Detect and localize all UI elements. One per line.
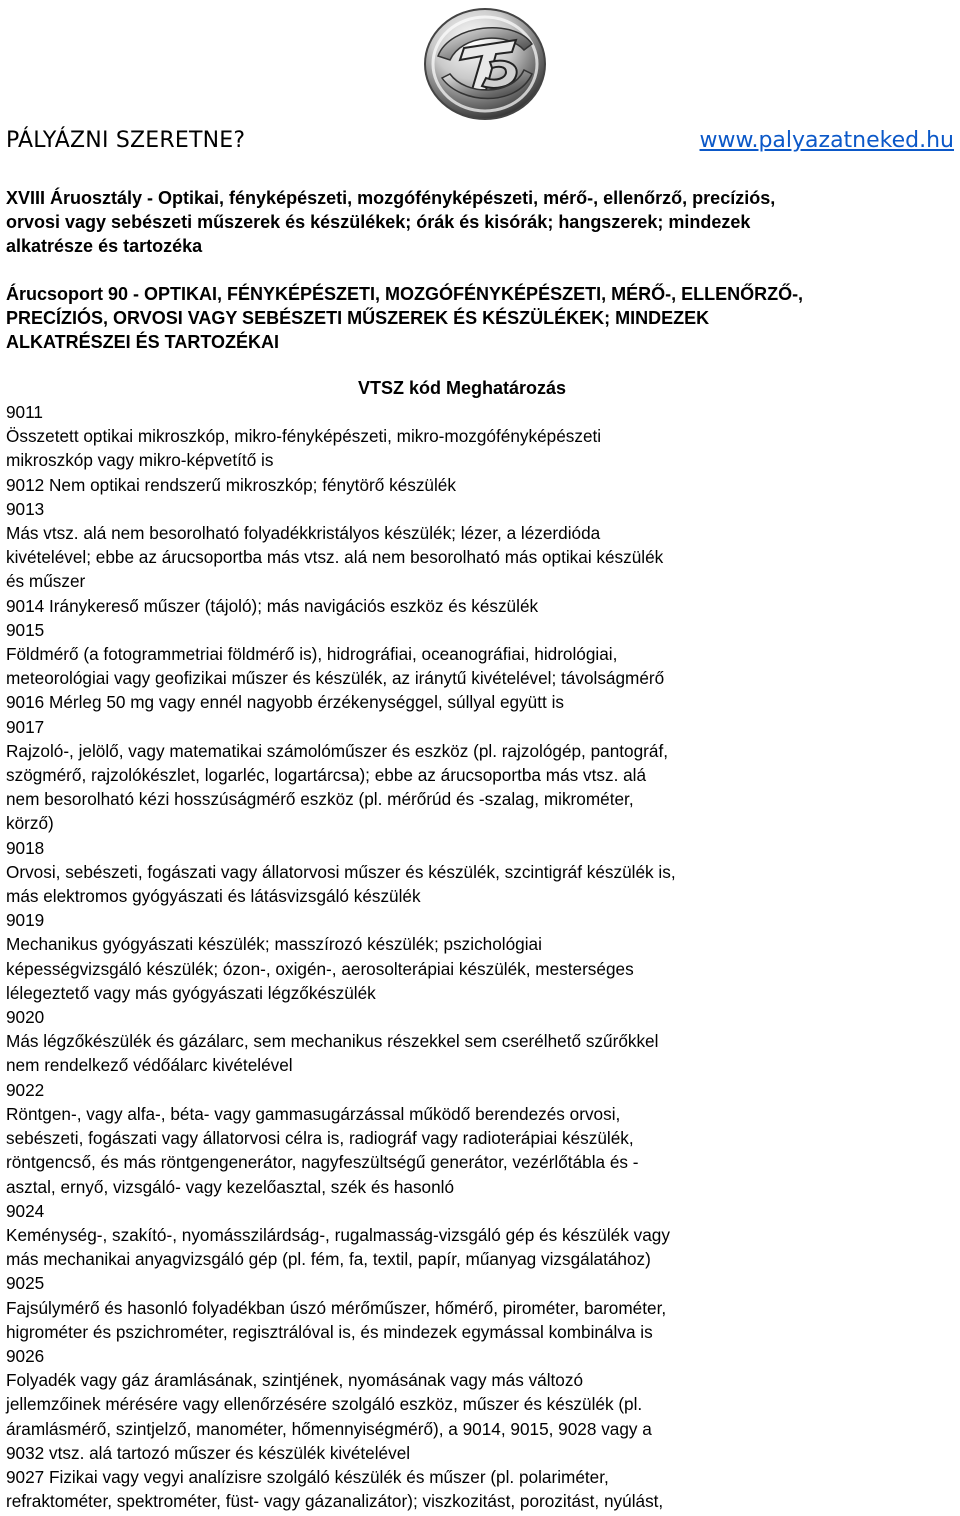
section-title-line: XVIII Áruosztály - Optikai, fényképészeti, mozgófényképészeti, mérő-, ellenőrző, precíziós,: [6, 188, 776, 208]
website-link[interactable]: www.palyazatneked.hu: [699, 128, 954, 153]
document-body: [6, 186, 954, 1513]
text-line: 9025: [6, 1273, 45, 1294]
tdp-chrome-logo-icon: [420, 4, 550, 122]
group-title-line: Árucsoport 90 - OPTIKAI, FÉNYKÉPÉSZETI, MOZGÓFÉNYKÉPÉSZETI, MÉRŐ-, ELLENŐRZŐ-,: [6, 284, 804, 304]
text-line: Fajsúlymérő és hasonló folyadékban úszó mérőműszer, hőmérő, pirométer, barométer,: [6, 1297, 667, 1318]
text-line: 9018: [6, 837, 45, 858]
text-line: 9027 Fizikai vagy vegyi analízisre szolgáló készülék és műszer (pl. polariméter,: [6, 1466, 609, 1487]
text-line: Orvosi, sebészeti, fogászati vagy állatorvosi műszer és készülék, szcintigráf készülék is,: [6, 861, 676, 882]
text-line: más elektromos gyógyászati és látásvizsgáló készülék: [6, 886, 421, 907]
text-line: 9013: [6, 498, 45, 519]
section-title: [6, 186, 954, 258]
text-line: 9016 Mérleg 50 mg vagy ennél nagyobb érzékenységgel, súllyal együtt is: [6, 692, 564, 713]
text-line: lélegeztető vagy más gyógyászati légzőkészülék: [6, 982, 376, 1003]
text-line: meteorológiai vagy geofizikai műszer és készülék, az iránytű kivételével; távolságmérő: [6, 668, 665, 689]
code-list: [6, 400, 954, 1513]
table-header: VTSZ kód Meghatározás: [358, 378, 567, 398]
group-title-line: PRECÍZIÓS, ORVOSI VAGY SEBÉSZETI MŰSZEREK ÉS KÉSZÜLÉKEK; MINDEZEK: [6, 308, 710, 328]
text-line: 9012 Nem optikai rendszerű mikroszkóp; fénytörő készülék: [6, 474, 456, 495]
group-title: [6, 282, 954, 354]
section-title-line: orvosi vagy sebészeti műszerek és készülékek; órák és kisórák; hangszerek; mindezek: [6, 212, 751, 232]
group-title-line: ALKATRÉSZEI ÉS TARTOZÉKAI: [6, 332, 280, 352]
company-logo: [420, 4, 550, 122]
text-line: 9014 Iránykereső műszer (tájoló); más navigációs eszköz és készülék: [6, 595, 539, 616]
text-line: 9011: [6, 402, 43, 422]
text-line: képességvizsgáló készülék; ózon-, oxigén-, aerosolterápiai készülék, mesterséges: [6, 958, 634, 979]
text-line: más mechanikai anyagvizsgáló gép (pl. fém, fa, textil, papír, műanyag vizsgálatához): [6, 1249, 651, 1270]
text-line: 9022: [6, 1079, 45, 1100]
text-line: áramlásmérő, szintjelző, manométer, hőmennyiségmérő), a 9014, 9015, 9028 vagy a: [6, 1418, 652, 1439]
text-line: kivételével; ebbe az árucsoportba más vtsz. alá nem besorolható más optikai készülék: [6, 547, 664, 568]
text-line: 9020: [6, 1007, 45, 1028]
text-line: Mechanikus gyógyászati készülék; masszírozó készülék; pszichológiai: [6, 934, 542, 955]
text-line: Folyadék vagy gáz áramlásának, szintjének, nyomásának vagy más változó: [6, 1370, 584, 1391]
text-line: szögmérő, rajzolókészlet, logarléc, logartárcsa); ebbe az árucsoportba más vtsz. alá: [6, 765, 647, 786]
text-line: Más vtsz. alá nem besorolható folyadékkristályos készülék; lézer, a lézerdióda: [6, 523, 601, 544]
text-line: 9015: [6, 619, 45, 640]
text-line: 9032 vtsz. alá tartozó műszer és készülék kivételével: [6, 1442, 411, 1463]
text-line: Röntgen-, vagy alfa-, béta- vagy gammasugárzással működő berendezés orvosi,: [6, 1103, 621, 1124]
text-line: 9024: [6, 1200, 45, 1221]
text-line: jellemzőinek mérésére vagy ellenőrzésére szolgáló eszköz, műszer és készülék (pl.: [6, 1394, 643, 1415]
text-line: körző): [6, 813, 54, 834]
text-line: asztal, ernyő, vizsgáló- vagy kezelőasztal, szék és hasonló: [6, 1176, 455, 1197]
text-line: Keménység-, szakító-, nyomásszilárdság-, rugalmasság-vizsgáló gép és készülék vagy: [6, 1224, 670, 1245]
text-line: higrométer és pszichrométer, regisztrálóval is, és mindezek egymással kombinálva is: [6, 1321, 653, 1342]
text-line: Összetett optikai mikroszkóp, mikro-fényképészeti, mikro-mozgófényképészeti: [6, 426, 602, 447]
header-banner: [6, 128, 954, 162]
text-line: sebészeti, fogászati vagy állatorvosi célra is, radiográf vagy radioterápiai készülék,: [6, 1128, 634, 1149]
text-line: és műszer: [6, 571, 86, 592]
text-line: nem besorolható kézi hosszúságmérő eszköz (pl. mérőrúd és -szalag, mikrométer,: [6, 789, 634, 810]
text-line: röntgencső, és más röntgengenerátor, nagyfeszültségű generátor, vezérlőtábla és -: [6, 1152, 639, 1173]
section-title-line: alkatrésze és tartozéka: [6, 236, 203, 256]
text-line: mikroszkóp vagy mikro-képvetítő is: [6, 450, 274, 471]
text-line: 9019: [6, 910, 45, 931]
text-line: 9026: [6, 1345, 45, 1366]
text-line: Földmérő (a fotogrammetriai földmérő is), hidrográfiai, oceanográfiai, hidrológiai,: [6, 644, 618, 665]
text-line: Rajzoló-, jelölő, vagy matematikai számolóműszer és eszköz (pl. rajzológép, pantográf,: [6, 740, 669, 761]
text-line: 9017: [6, 716, 45, 737]
text-line: nem rendelkező védőálarc kivételével: [6, 1055, 293, 1076]
text-line: Más légzőkészülék és gázálarc, sem mechanikus részekkel sem cserélhető szűrőkkel: [6, 1031, 659, 1052]
text-line: refraktométer, spektrométer, füst- vagy gázanalizátor); viszkozitást, porozitást, nyúlást,: [6, 1491, 664, 1512]
banner-question: PÁLYÁZNI SZERETNE?: [6, 128, 246, 153]
